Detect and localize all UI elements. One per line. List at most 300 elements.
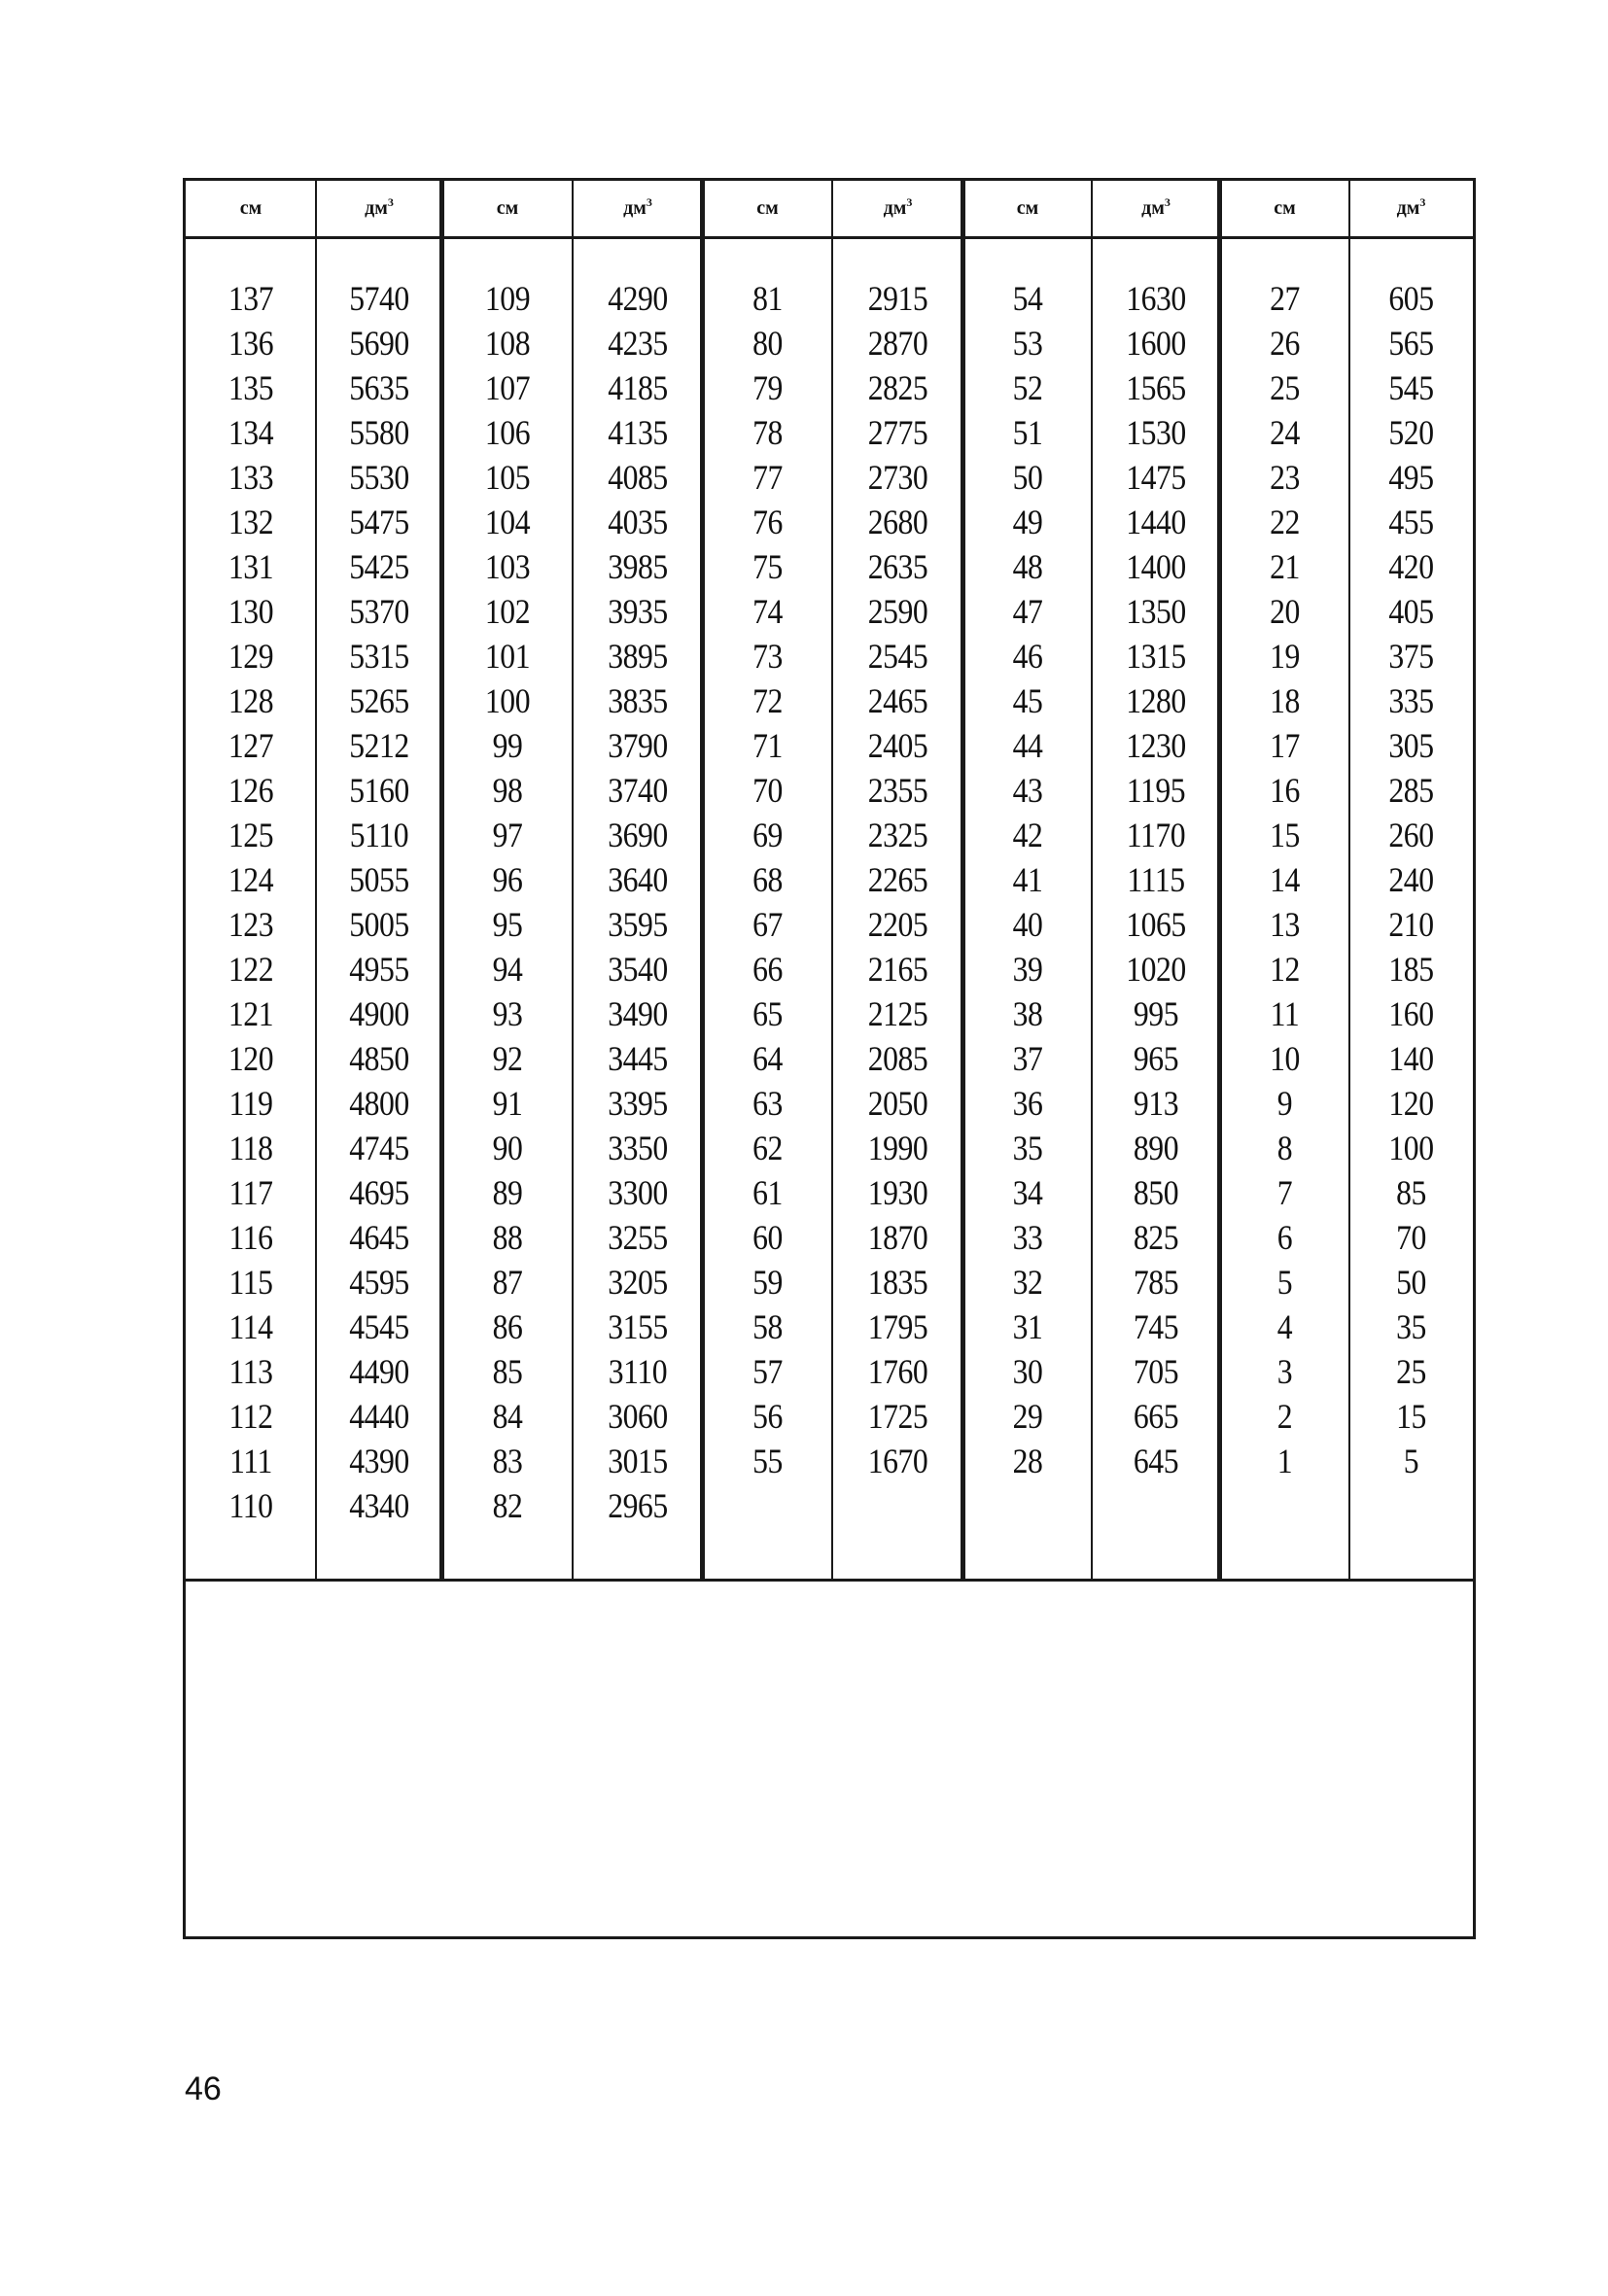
table-cell: 35 [1396, 1307, 1426, 1346]
table-cell: 108 [484, 324, 531, 363]
table-cell: 66 [752, 950, 783, 989]
volume-table [183, 178, 1476, 1939]
table-cell: 51 [1012, 413, 1043, 452]
table-cell: 825 [1133, 1218, 1179, 1257]
table-cell: 125 [227, 816, 274, 854]
table-cell: 116 [228, 1218, 273, 1257]
table-cell: 49 [1012, 503, 1043, 541]
table-cell: 29 [1012, 1397, 1043, 1436]
table-cell: 109 [484, 279, 531, 318]
table-cell: 41 [1012, 860, 1043, 899]
table-cell: 15 [1270, 816, 1300, 854]
table-cell: 67 [752, 905, 783, 944]
table-cell: 75 [752, 547, 783, 586]
table-cell: 32 [1012, 1263, 1043, 1302]
table-cell: 14 [1270, 860, 1300, 899]
table-cell: 17 [1270, 726, 1300, 765]
table-cell: 87 [492, 1263, 523, 1302]
table-cell: 605 [1388, 279, 1434, 318]
table-cell: 30 [1012, 1352, 1043, 1391]
column-header-cm [1220, 181, 1349, 236]
column-header-dm3 [316, 181, 442, 236]
table-cell: 405 [1388, 592, 1434, 631]
table-cell: 112 [228, 1397, 273, 1436]
table-cell: 100 [1388, 1129, 1434, 1167]
table-cell: 21 [1270, 547, 1300, 586]
table-cell: 115 [228, 1263, 273, 1302]
table-cell: 119 [228, 1084, 273, 1123]
column-header-unit: см [496, 197, 519, 219]
table-cell: 91 [492, 1084, 523, 1123]
table-cell: 545 [1388, 368, 1434, 407]
table-cell: 4955 [349, 950, 409, 989]
table-cell: 84 [492, 1397, 523, 1436]
table-cell: 420 [1388, 547, 1434, 586]
table-cell: 3060 [608, 1397, 668, 1436]
table-cell: 5740 [349, 279, 409, 318]
table-cell: 520 [1388, 413, 1434, 452]
table-cell: 4135 [608, 413, 668, 452]
table-cell: 25 [1270, 368, 1300, 407]
table-cell: 52 [1012, 368, 1043, 407]
table-cell: 46 [1012, 637, 1043, 676]
table-cell: 33 [1012, 1218, 1043, 1257]
table-cell: 1065 [1126, 905, 1186, 944]
table-cell: 63 [752, 1084, 783, 1123]
table-cell: 2205 [867, 905, 928, 944]
table-cell: 4290 [608, 279, 668, 318]
table-cell: 2 [1276, 1397, 1293, 1436]
table-cell: 74 [752, 592, 783, 631]
table-cell: 4235 [608, 324, 668, 363]
table-cell: 132 [227, 503, 274, 541]
table-cell: 4595 [349, 1263, 409, 1302]
table-cell: 97 [492, 816, 523, 854]
table-cell: 3300 [608, 1173, 668, 1212]
table-cell: 1870 [867, 1218, 928, 1257]
table-cell: 5530 [349, 458, 409, 497]
column-header-cm [703, 181, 832, 236]
table-cell: 104 [484, 503, 531, 541]
data-column-dm3 [316, 276, 442, 1528]
table-cell: 124 [227, 860, 274, 899]
table-cell: 111 [229, 1442, 272, 1480]
table-cell: 120 [1388, 1084, 1434, 1123]
table-cell: 18 [1270, 681, 1300, 720]
table-cell: 5580 [349, 413, 409, 452]
table-cell: 106 [484, 413, 531, 452]
table-cell: 1115 [1127, 860, 1185, 899]
table-cell: 3790 [608, 726, 668, 765]
table-cell: 6 [1276, 1218, 1293, 1257]
table-cell: 3 [1276, 1352, 1293, 1391]
table-cell: 2405 [867, 726, 928, 765]
table-cell: 3985 [608, 547, 668, 586]
table-cell: 72 [752, 681, 783, 720]
table-cell: 5212 [349, 726, 409, 765]
table-cell: 42 [1012, 816, 1043, 854]
table-cell: 134 [227, 413, 274, 452]
table-cell: 285 [1388, 771, 1434, 810]
table-cell: 81 [752, 279, 783, 318]
table-cell: 4800 [349, 1084, 409, 1123]
column-divider [572, 181, 574, 236]
table-cell: 1670 [867, 1442, 928, 1480]
table-cell: 140 [1388, 1039, 1434, 1078]
table-cell: 76 [752, 503, 783, 541]
table-cell: 19 [1270, 637, 1300, 676]
column-header-cm [963, 181, 1092, 236]
table-cell: 123 [227, 905, 274, 944]
table-cell: 4900 [349, 994, 409, 1033]
table-cell: 13 [1270, 905, 1300, 944]
data-column-dm3 [1092, 276, 1220, 1483]
table-cell: 135 [227, 368, 274, 407]
table-cell: 1565 [1126, 368, 1186, 407]
table-cell: 3395 [608, 1084, 668, 1123]
table-cell: 83 [492, 1442, 523, 1480]
column-divider [315, 181, 317, 236]
table-cell: 5475 [349, 503, 409, 541]
table-cell: 137 [227, 279, 274, 318]
table-cell: 1725 [867, 1397, 928, 1436]
table-cell: 38 [1012, 994, 1043, 1033]
table-cell: 4850 [349, 1039, 409, 1078]
column-header-unit: дм [623, 197, 647, 219]
column-header-exponent: 3 [1419, 195, 1426, 209]
table-cell: 133 [227, 458, 274, 497]
table-cell: 4490 [349, 1352, 409, 1391]
table-cell: 88 [492, 1218, 523, 1257]
table-cell: 565 [1388, 324, 1434, 363]
table-cell: 3935 [608, 592, 668, 631]
column-divider [439, 181, 444, 236]
table-blank-footer-area [186, 1582, 1473, 1936]
data-column-cm [186, 276, 316, 1528]
table-cell: 64 [752, 1039, 783, 1078]
table-cell: 2915 [867, 279, 928, 318]
table-cell: 890 [1133, 1129, 1179, 1167]
table-cell: 99 [492, 726, 523, 765]
table-cell: 11 [1270, 994, 1300, 1033]
table-cell: 4440 [349, 1397, 409, 1436]
table-cell: 2165 [867, 950, 928, 989]
table-cell: 240 [1388, 860, 1434, 899]
table-cell: 95 [492, 905, 523, 944]
table-cell: 5005 [349, 905, 409, 944]
table-cell: 3835 [608, 681, 668, 720]
table-cell: 3015 [608, 1442, 668, 1480]
table-cell: 1230 [1126, 726, 1186, 765]
table-cell: 118 [228, 1129, 273, 1167]
table-cell: 90 [492, 1129, 523, 1167]
column-divider [1091, 181, 1093, 236]
column-header-dm3 [832, 181, 963, 236]
table-cell: 4085 [608, 458, 668, 497]
table-cell: 665 [1133, 1397, 1179, 1436]
table-cell: 1835 [867, 1263, 928, 1302]
table-cell: 5370 [349, 592, 409, 631]
table-cell: 335 [1388, 681, 1434, 720]
table-cell: 3110 [608, 1352, 668, 1391]
table-cell: 995 [1133, 994, 1179, 1033]
column-header-unit: см [1274, 197, 1296, 219]
table-cell: 3690 [608, 816, 668, 854]
data-column-dm3 [573, 276, 703, 1528]
table-cell: 77 [752, 458, 783, 497]
table-cell: 100 [484, 681, 531, 720]
table-cell: 5690 [349, 324, 409, 363]
table-cell: 114 [228, 1307, 273, 1346]
table-cell: 129 [227, 637, 274, 676]
table-cell: 4695 [349, 1173, 409, 1212]
table-cell: 10 [1270, 1039, 1300, 1078]
table-cell: 2825 [867, 368, 928, 407]
table-cell: 70 [1396, 1218, 1426, 1257]
table-cell: 1760 [867, 1352, 928, 1391]
table-cell: 24 [1270, 413, 1300, 452]
table-cell: 69 [752, 816, 783, 854]
table-cell: 3740 [608, 771, 668, 810]
table-cell: 913 [1133, 1084, 1179, 1123]
table-cell: 23 [1270, 458, 1300, 497]
table-cell: 34 [1012, 1173, 1043, 1212]
table-cell: 50 [1396, 1263, 1426, 1302]
table-cell: 645 [1133, 1442, 1179, 1480]
table-cell: 2325 [867, 816, 928, 854]
table-cell: 80 [752, 324, 783, 363]
table-cell: 2870 [867, 324, 928, 363]
data-column-cm [442, 276, 573, 1528]
column-header-unit: дм [883, 197, 907, 219]
table-cell: 82 [492, 1486, 523, 1525]
table-cell: 1315 [1126, 637, 1186, 676]
table-cell: 305 [1388, 726, 1434, 765]
table-cell: 2355 [867, 771, 928, 810]
table-cell: 2965 [608, 1486, 668, 1525]
column-divider [1217, 181, 1222, 236]
table-cell: 1600 [1126, 324, 1186, 363]
table-cell: 57 [752, 1352, 783, 1391]
table-cell: 705 [1133, 1352, 1179, 1391]
table-cell: 3895 [608, 637, 668, 676]
table-cell: 31 [1012, 1307, 1043, 1346]
table-cell: 105 [484, 458, 531, 497]
table-cell: 59 [752, 1263, 783, 1302]
table-cell: 4035 [608, 503, 668, 541]
table-cell: 4390 [349, 1442, 409, 1480]
table-cell: 36 [1012, 1084, 1043, 1123]
table-cell: 3445 [608, 1039, 668, 1078]
table-cell: 122 [227, 950, 274, 989]
table-cell: 210 [1388, 905, 1434, 944]
table-cell: 5055 [349, 860, 409, 899]
table-cell: 16 [1270, 771, 1300, 810]
table-cell: 4745 [349, 1129, 409, 1167]
table-cell: 96 [492, 860, 523, 899]
table-cell: 5110 [349, 816, 409, 854]
column-header-exponent: 3 [646, 195, 652, 209]
data-column-cm [1220, 276, 1349, 1483]
table-cell: 5 [1276, 1263, 1293, 1302]
table-cell: 5425 [349, 547, 409, 586]
table-cell: 86 [492, 1307, 523, 1346]
table-cell: 128 [227, 681, 274, 720]
table-cell: 12 [1270, 950, 1300, 989]
table-cell: 3595 [608, 905, 668, 944]
column-header-unit: см [756, 197, 779, 219]
table-cell: 40 [1012, 905, 1043, 944]
table-cell: 107 [484, 368, 531, 407]
data-column-cm [963, 276, 1092, 1483]
table-cell: 50 [1012, 458, 1043, 497]
table-cell: 3350 [608, 1129, 668, 1167]
page-number: 46 [185, 2070, 222, 2107]
table-cell: 2085 [867, 1039, 928, 1078]
column-divider [961, 181, 965, 236]
table-cell: 1795 [867, 1307, 928, 1346]
table-cell: 1 [1276, 1442, 1293, 1480]
table-cell: 4185 [608, 368, 668, 407]
table-cell: 7 [1276, 1173, 1293, 1212]
table-cell: 2465 [867, 681, 928, 720]
table-cell: 455 [1388, 503, 1434, 541]
table-cell: 5 [1403, 1442, 1419, 1480]
table-cell: 1630 [1126, 279, 1186, 318]
table-cell: 1170 [1126, 816, 1186, 854]
table-cell: 25 [1396, 1352, 1426, 1391]
table-cell: 94 [492, 950, 523, 989]
table-cell: 53 [1012, 324, 1043, 363]
table-cell: 55 [752, 1442, 783, 1480]
column-header-exponent: 3 [906, 195, 913, 209]
column-header-unit: дм [1141, 197, 1165, 219]
table-cell: 745 [1133, 1307, 1179, 1346]
data-column-dm3 [832, 276, 963, 1483]
table-cell: 45 [1012, 681, 1043, 720]
table-cell: 495 [1388, 458, 1434, 497]
table-cell: 4 [1276, 1307, 1293, 1346]
table-cell: 71 [752, 726, 783, 765]
table-cell: 56 [752, 1397, 783, 1436]
table-cell: 22 [1270, 503, 1300, 541]
table-cell: 121 [227, 994, 274, 1033]
table-cell: 101 [484, 637, 531, 676]
table-cell: 2590 [867, 592, 928, 631]
table-cell: 3155 [608, 1307, 668, 1346]
table-cell: 103 [484, 547, 531, 586]
column-header-dm3 [573, 181, 703, 236]
column-header-cm [442, 181, 573, 236]
table-cell: 98 [492, 771, 523, 810]
column-header-unit: дм [1396, 197, 1420, 219]
table-cell: 260 [1388, 816, 1434, 854]
table-cell: 375 [1388, 637, 1434, 676]
table-cell: 1350 [1126, 592, 1186, 631]
table-cell: 2545 [867, 637, 928, 676]
table-cell: 79 [752, 368, 783, 407]
table-cell: 60 [752, 1218, 783, 1257]
table-cell: 44 [1012, 726, 1043, 765]
table-cell: 1930 [867, 1173, 928, 1212]
table-cell: 2775 [867, 413, 928, 452]
table-cell: 136 [227, 324, 274, 363]
column-divider [1348, 181, 1350, 236]
table-cell: 127 [227, 726, 274, 765]
table-cell: 102 [484, 592, 531, 631]
column-divider [700, 181, 705, 236]
table-cell: 2050 [867, 1084, 928, 1123]
column-header-exponent: 3 [1164, 195, 1171, 209]
table-cell: 1280 [1126, 681, 1186, 720]
table-cell: 70 [752, 771, 783, 810]
table-cell: 1475 [1126, 458, 1186, 497]
column-header-unit: см [239, 197, 262, 219]
table-header-row [186, 181, 1473, 239]
table-cell: 113 [228, 1352, 273, 1391]
table-cell: 5265 [349, 681, 409, 720]
column-header-exponent: 3 [387, 195, 394, 209]
table-cell: 5315 [349, 637, 409, 676]
column-divider [831, 181, 833, 236]
table-cell: 47 [1012, 592, 1043, 631]
table-cell: 1440 [1126, 503, 1186, 541]
table-cell: 93 [492, 994, 523, 1033]
table-cell: 850 [1133, 1173, 1179, 1212]
table-cell: 185 [1388, 950, 1434, 989]
table-cell: 2125 [867, 994, 928, 1033]
table-cell: 20 [1270, 592, 1300, 631]
table-cell: 1195 [1126, 771, 1186, 810]
table-cell: 28 [1012, 1442, 1043, 1480]
table-body [186, 239, 1473, 1579]
table-cell: 48 [1012, 547, 1043, 586]
table-cell: 89 [492, 1173, 523, 1212]
table-cell: 5160 [349, 771, 409, 810]
table-cell: 2680 [867, 503, 928, 541]
table-cell: 73 [752, 637, 783, 676]
table-cell: 5635 [349, 368, 409, 407]
table-cell: 39 [1012, 950, 1043, 989]
table-cell: 61 [752, 1173, 783, 1212]
table-cell: 85 [492, 1352, 523, 1391]
column-header-unit: дм [365, 197, 388, 219]
table-cell: 4545 [349, 1307, 409, 1346]
table-cell: 117 [228, 1173, 273, 1212]
table-cell: 85 [1396, 1173, 1426, 1212]
table-cell: 8 [1276, 1129, 1293, 1167]
table-cell: 785 [1133, 1263, 1179, 1302]
table-cell: 130 [227, 592, 274, 631]
table-cell: 26 [1270, 324, 1300, 363]
table-cell: 131 [227, 547, 274, 586]
table-cell: 27 [1270, 279, 1300, 318]
column-header-dm3 [1349, 181, 1473, 236]
table-cell: 2635 [867, 547, 928, 586]
column-header-cm [186, 181, 316, 236]
table-cell: 4340 [349, 1486, 409, 1525]
column-header-dm3 [1092, 181, 1220, 236]
table-cell: 126 [227, 771, 274, 810]
table-cell: 1990 [867, 1129, 928, 1167]
table-cell: 3640 [608, 860, 668, 899]
table-cell: 2730 [867, 458, 928, 497]
table-cell: 58 [752, 1307, 783, 1346]
table-cell: 35 [1012, 1129, 1043, 1167]
data-column-dm3 [1349, 276, 1473, 1483]
table-cell: 9 [1276, 1084, 1293, 1123]
table-cell: 3490 [608, 994, 668, 1033]
